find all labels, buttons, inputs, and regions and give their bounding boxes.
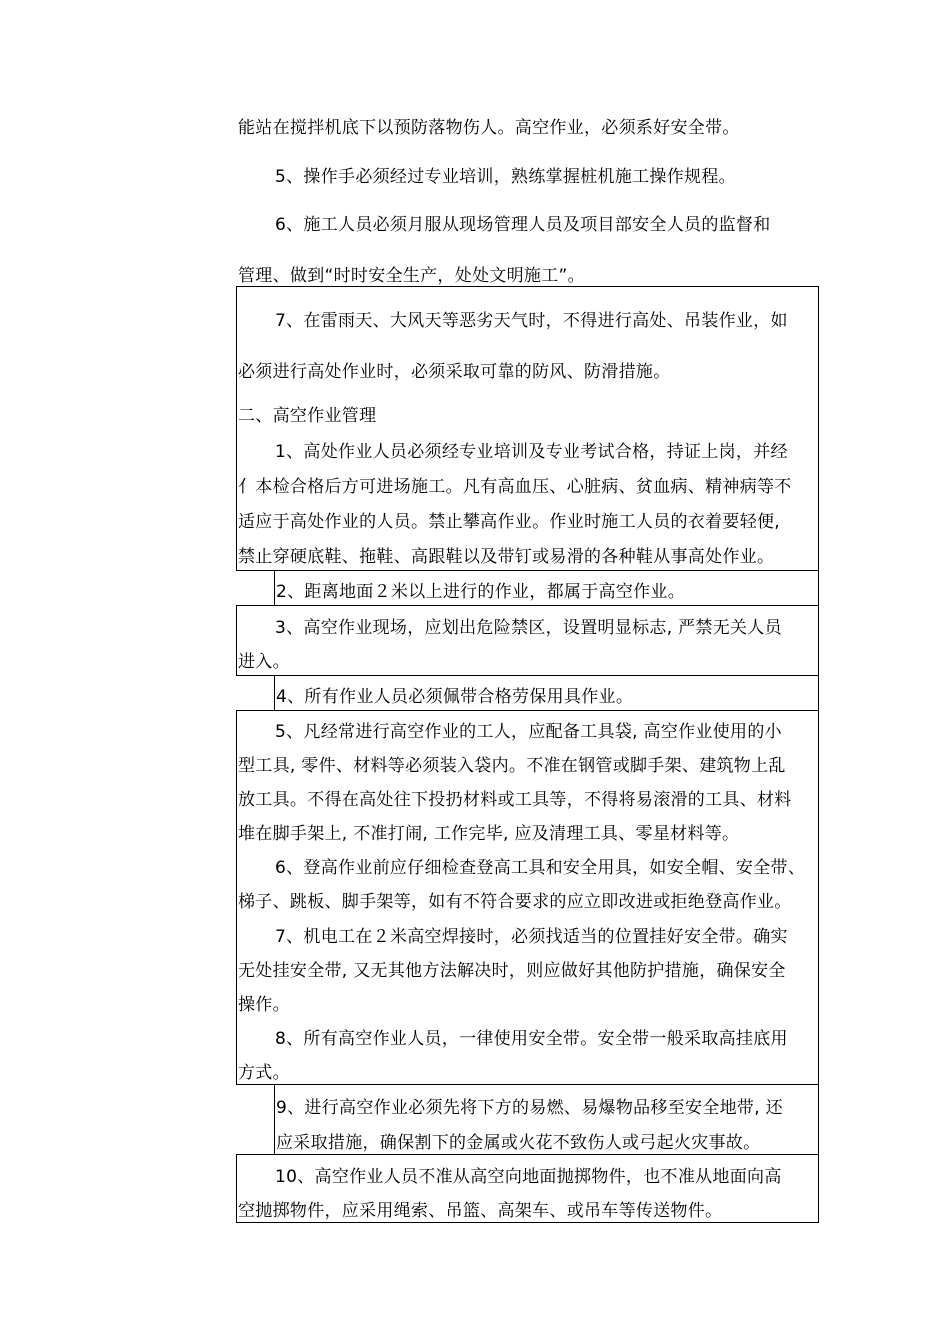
paragraph-line: 2、距离地面２米以上进行的作业，都属于高空作业。 bbox=[276, 582, 686, 602]
paragraph-line: 空抛掷物件，应采用绳索、吊篮、高架车、或吊车等传送物件。 bbox=[238, 1201, 723, 1221]
paragraph-line: 1、高处作业人员必须经专业培训及专业考试合格，持证上岗，并经 bbox=[275, 442, 788, 462]
paragraph-line: 适应于高处作业的人员。禁止攀高作业。作业时施工人员的衣着要轻便, bbox=[238, 512, 781, 532]
paragraph-line: 必须进行高处作业时，必须采取可靠的防风、防滑措施。 bbox=[238, 362, 671, 382]
paragraph-line: 9、进行高空作业必须先将下方的易燃、易爆物品移至安全地带, 还 bbox=[276, 1098, 783, 1118]
paragraph-line: 7、在雷雨天、大风天等恶劣天气时，不得进行高处、吊装作业，如 bbox=[275, 311, 788, 331]
paragraph-line: 操作。 bbox=[238, 995, 290, 1015]
paragraph-line: 10、高空作业人员不准从高空向地面抛掷物件，也不准从地面向高 bbox=[275, 1167, 782, 1187]
paragraph-line: 3、高空作业现场，应划出危险禁区，设置明显标志, 严禁无关人员 bbox=[275, 618, 782, 638]
paragraph-line: 5、凡经常进行高空作业的工人，应配备工具袋, 高空作业使用的小 bbox=[275, 722, 782, 742]
paragraph-line: 型工具, 零件、材料等必须装入袋内。不准在钢管或脚手架、建筑物上乱 bbox=[238, 756, 786, 776]
paragraph-line: 管理、做到“时时安全生产，处处文明施工”。 bbox=[238, 266, 585, 286]
paragraph-line: 无处挂安全带, 又无其他方法解决时，则应做好其他防护措施，确保安全 bbox=[238, 961, 786, 981]
section-title: 二、高空作业管理 bbox=[238, 406, 377, 426]
paragraph-line: 6、登高作业前应仔细检查登高工具和安全用具，如安全帽、安全带、 bbox=[275, 858, 806, 878]
paragraph-line: 进入。 bbox=[238, 652, 290, 672]
paragraph-line: 4、所有作业人员必须佩带合格劳保用具作业。 bbox=[276, 687, 634, 707]
paragraph-line: 应采取措施，确保割下的金属或火花不致伤人或弓起火灾事故。 bbox=[276, 1133, 761, 1153]
paragraph-line: 禁止穿硬底鞋、拖鞋、高跟鞋以及带钉或易滑的各种鞋从事高处作业。 bbox=[238, 547, 775, 567]
paragraph-line: 8、所有高空作业人员，一律使用安全带。安全带一般采取高挂底用 bbox=[275, 1029, 788, 1049]
paragraph-line: 能站在搅拌机底下以预防落物伤人。高空作业，必须系好安全带。 bbox=[238, 118, 740, 138]
paragraph-line: 5、操作手必须经过专业培训，熟练掌握桩机施工操作规程。 bbox=[275, 167, 736, 187]
paragraph-line: 梯子、跳板、脚手架等，如有不符合要求的应立即改进或拒绝登高作业。 bbox=[238, 892, 792, 912]
paragraph-line: 亻本检合格后方可进场施工。凡有高血压、心脏病、贫血病、精神病等不 bbox=[238, 477, 792, 497]
paragraph-line: 堆在脚手架上, 不准打闹, 工作完毕, 应及清理工具、零星材料等。 bbox=[238, 824, 740, 844]
paragraph-line: 方式。 bbox=[238, 1063, 290, 1083]
paragraph-line: 7、机电工在２米高空焊接时，必须找适当的位置挂好安全带。确实 bbox=[275, 927, 788, 947]
paragraph-line: 6、施工人员必须月服从现场管理人员及项目部安全人员的监督和 bbox=[275, 215, 771, 235]
paragraph-line: 放工具。不得在高处往下投扔材料或工具等，不得将易滚滑的工具、材料 bbox=[238, 790, 792, 810]
